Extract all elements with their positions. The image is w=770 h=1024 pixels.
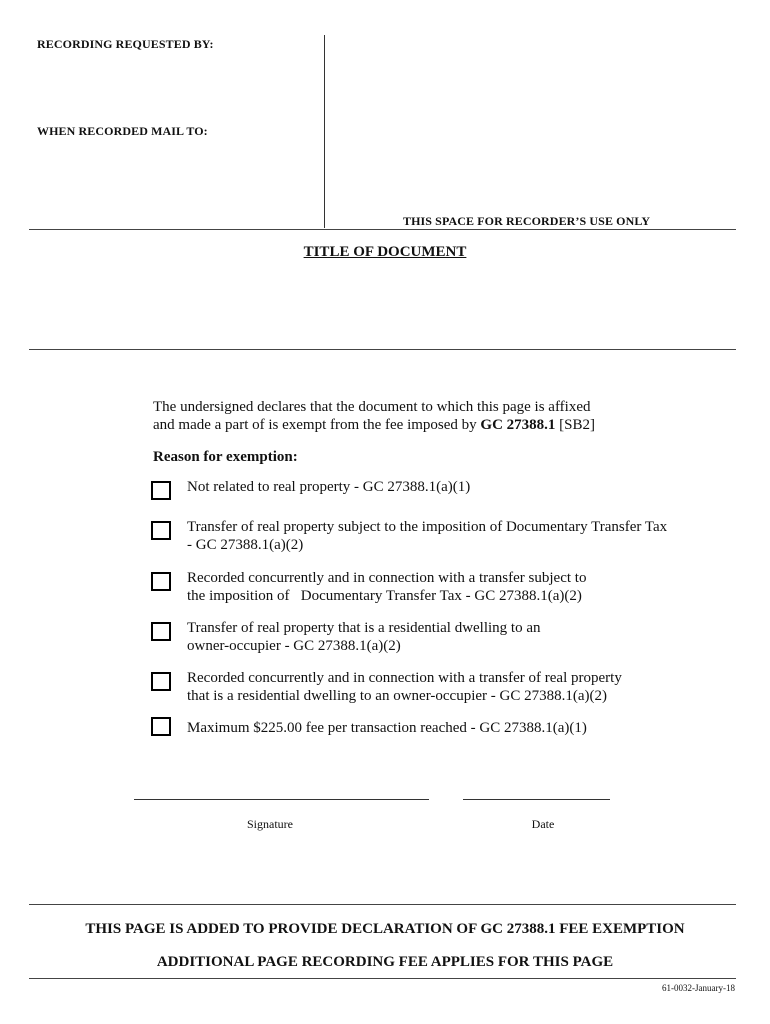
signature-line[interactable]: [134, 799, 429, 800]
exemption-option-line: Not related to real property - GC 27388.1(a)(1): [187, 479, 471, 495]
exemption-option-line: the imposition of Documentary Transfer Tax - GC 27388.1(a)(2): [187, 588, 582, 604]
exemption-checkbox[interactable]: [151, 622, 171, 641]
exemption-option-line: Transfer of real property subject to the imposition of Documentary Transfer Tax: [187, 519, 668, 535]
exemption-option-text: [187, 569, 697, 605]
declaration-suffix: [SB2]: [555, 417, 595, 433]
document-title: TITLE OF DOCUMENT: [303, 244, 467, 260]
exemption-option-line: Recorded concurrently and in connection with a transfer of real property: [187, 670, 622, 686]
when-recorded-mail-to-label: WHEN RECORDED MAIL TO:: [37, 124, 208, 138]
exemption-option-text: [187, 518, 697, 554]
footer-top-rule: [29, 904, 736, 905]
header-bottom-rule: [29, 229, 736, 230]
declaration-line-2: [153, 416, 713, 434]
exemption-checkbox[interactable]: [151, 572, 171, 591]
exemption-checkbox[interactable]: [151, 481, 171, 500]
exemption-option-text: [187, 719, 697, 737]
exemption-option-line: owner-occupier - GC 27388.1(a)(2): [187, 638, 401, 654]
recorder-use-only-label: THIS SPACE FOR RECORDER’S USE ONLY: [403, 214, 651, 228]
footer-fee-notice: ADDITIONAL PAGE RECORDING FEE APPLIES FOR THIS PAGE: [156, 954, 614, 970]
declaration-prefix: and made a part of is exempt from the fee imposed by: [153, 417, 481, 433]
exemption-option-text: [187, 619, 697, 655]
exemption-checkbox[interactable]: [151, 717, 171, 736]
footer-declaration-notice: THIS PAGE IS ADDED TO PROVIDE DECLARATION OF GC 27388.1 FEE EXEMPTION: [85, 921, 685, 937]
exemption-option-text: [187, 478, 697, 496]
exemption-option-line: Recorded concurrently and in connection with a transfer subject to: [187, 570, 587, 586]
exemption-checkbox[interactable]: [151, 672, 171, 691]
footer-bottom-rule: [29, 978, 736, 979]
exemption-checkbox[interactable]: [151, 521, 171, 540]
title-bottom-rule: [29, 349, 736, 350]
reason-heading: Reason for exemption:: [153, 449, 298, 465]
date-label: Date: [531, 817, 555, 831]
exemption-option-line: - GC 27388.1(a)(2): [187, 537, 304, 553]
header-divider-vertical: [324, 35, 325, 228]
declaration-text: [153, 398, 713, 434]
signature-label: Signature: [247, 817, 293, 831]
recording-requested-by-label: RECORDING REQUESTED BY:: [37, 37, 214, 51]
exemption-option-line: Maximum $225.00 fee per transaction reached - GC 27388.1(a)(1): [187, 720, 587, 736]
exemption-option-line: that is a residential dwelling to an owner-occupier - GC 27388.1(a)(2): [187, 688, 607, 704]
declaration-code: GC 27388.1: [480, 417, 556, 433]
exemption-option-text: [187, 669, 697, 705]
exemption-option-line: Transfer of real property that is a residential dwelling to an: [187, 620, 541, 636]
date-line[interactable]: [463, 799, 610, 800]
form-number: 61-0032-January-18: [662, 983, 735, 993]
declaration-line-1: The undersigned declares that the document to which this page is affixed: [153, 399, 591, 415]
